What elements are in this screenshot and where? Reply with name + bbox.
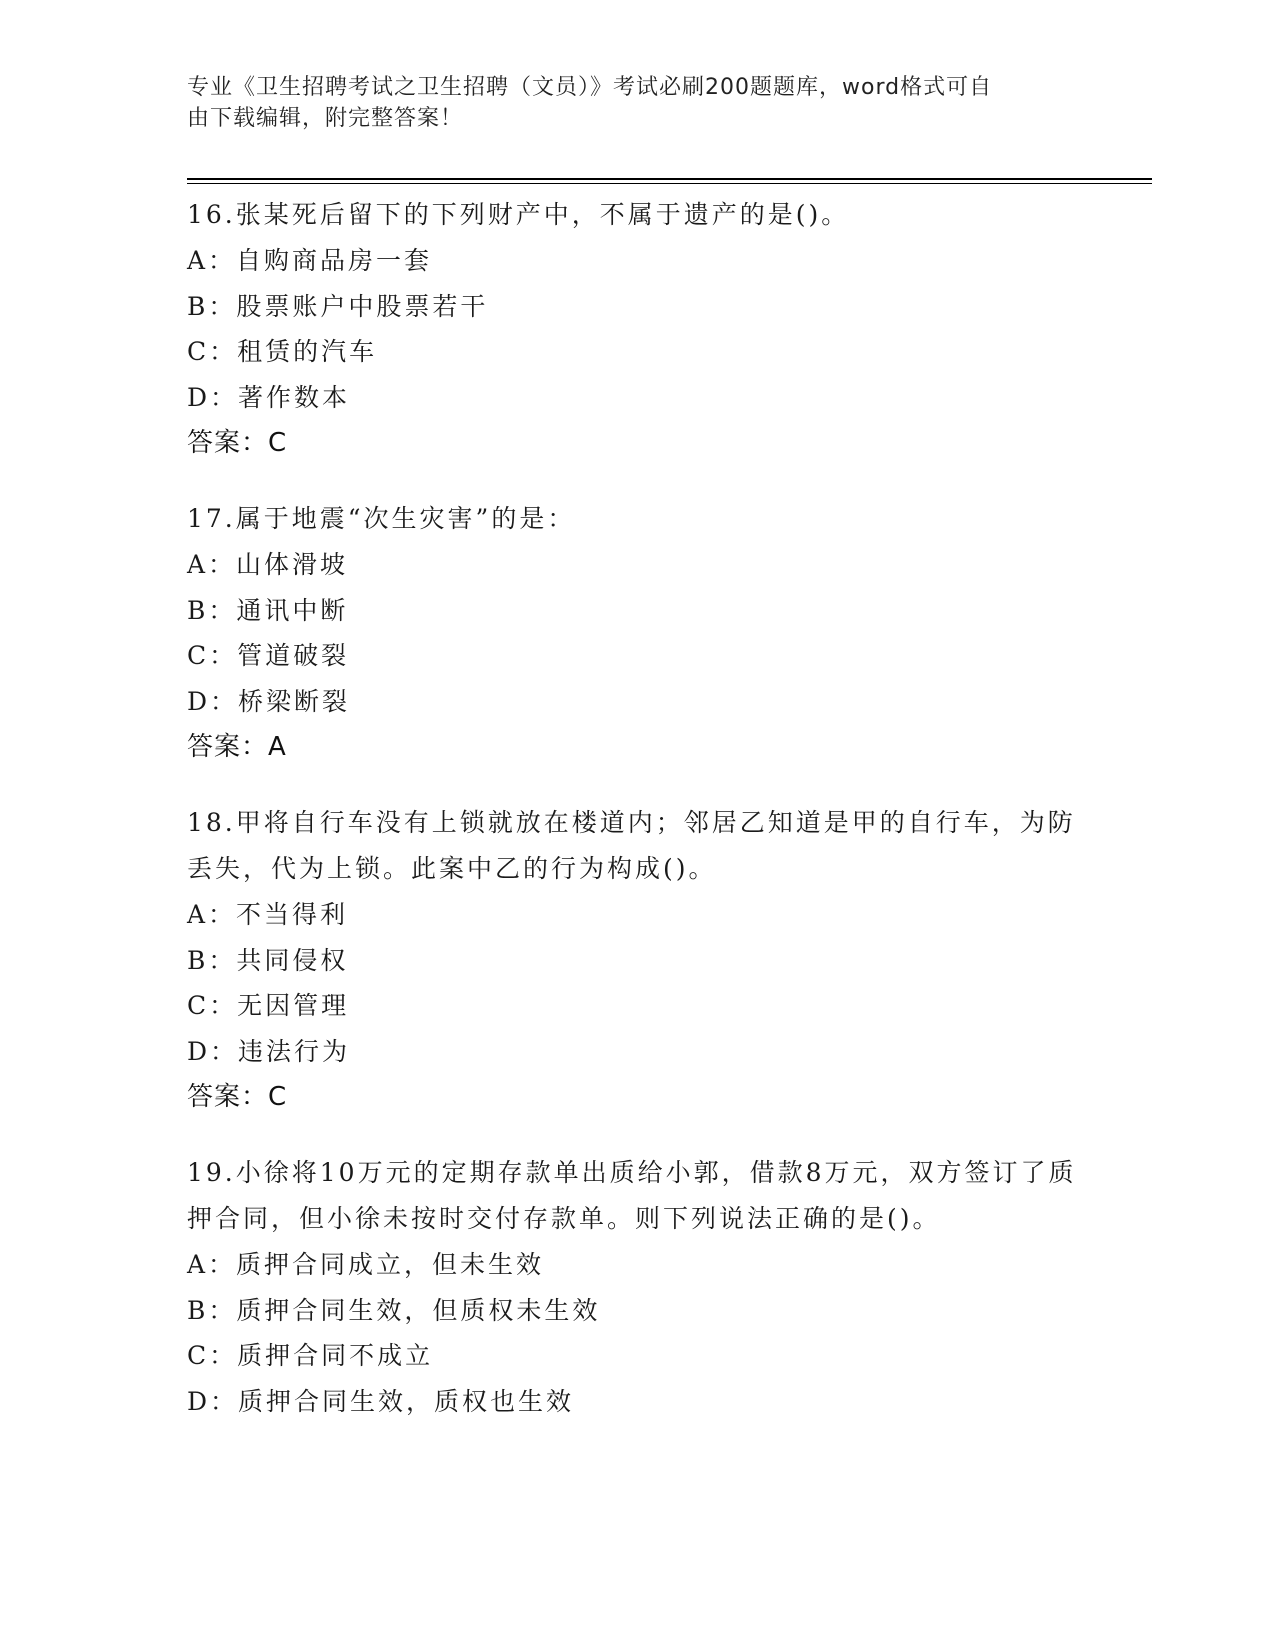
option-a: A：质押合同成立，但未生效 (187, 1250, 545, 1279)
question-stem: 19.小徐将10万元的定期存款单出质给小郭，借款8万元，双方签订了质押合同，但小徐未按时交付存款单。则下列说法正确的是()。 (187, 1158, 1077, 1233)
question-stem: 18.甲将自行车没有上锁就放在楼道内；邻居乙知道是甲的自行车，为防丢失，代为上锁。此案中乙的行为构成()。 (187, 808, 1076, 883)
header-divider-top (187, 178, 1152, 180)
option-a: A：自购商品房一套 (187, 246, 433, 275)
header-divider-bottom (187, 183, 1152, 184)
option-b: B：共同侵权 (187, 945, 349, 975)
option-d: D：违法行为 (187, 1036, 351, 1066)
option-d: D：质押合同生效，质权也生效 (187, 1386, 575, 1416)
option-d: D：桥梁断裂 (187, 686, 351, 716)
question-list (187, 192, 1087, 1454)
document-header (187, 72, 1067, 134)
option-c: C：租赁的汽车 (187, 337, 378, 366)
option-c: C：无因管理 (187, 991, 350, 1020)
option-d: D：著作数本 (187, 382, 351, 412)
option-b: B：通讯中断 (187, 595, 349, 625)
option-c: C：管道破裂 (187, 641, 350, 670)
question-16 (187, 192, 1087, 466)
question-stem: 17.属于地震“次生灾害”的是： (187, 504, 576, 533)
option-b: B：质押合同生效，但质权未生效 (187, 1295, 601, 1325)
answer: 答案：C (187, 1082, 288, 1112)
answer: 答案：A (187, 732, 287, 762)
question-18 (187, 800, 1087, 1120)
header-line-1: 专业《卫生招聘考试之卫生招聘（文员）》考试必刷200题题库，word格式可自 (187, 75, 993, 100)
answer: 答案：C (187, 428, 288, 458)
question-stem: 16.张某死后留下的下列财产中，不属于遗产的是()。 (187, 200, 850, 229)
question-17 (187, 496, 1087, 770)
question-19 (187, 1150, 1087, 1424)
option-c: C：质押合同不成立 (187, 1341, 434, 1370)
option-a: A：不当得利 (187, 900, 349, 929)
option-b: B：股票账户中股票若干 (187, 291, 489, 321)
option-a: A：山体滑坡 (187, 550, 349, 579)
header-line-2: 由下载编辑，附完整答案！ (187, 106, 464, 131)
